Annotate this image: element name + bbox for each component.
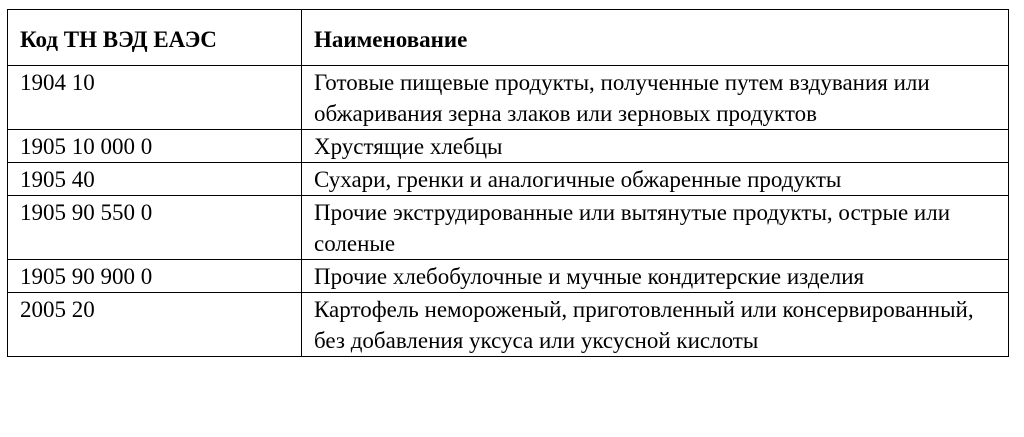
table-row	[8, 66, 1009, 130]
cell-name: Сухари, гренки и аналогичные обжаренные продукты	[302, 163, 1009, 196]
table-header-row	[8, 10, 1009, 66]
cell-code: 1905 90 550 0	[8, 196, 302, 260]
cell-code: 1905 90 900 0	[8, 260, 302, 293]
cell-name: Готовые пищевые продукты, полученные путем вздувания или обжаривания зерна злаков или зерновых продуктов	[302, 66, 1009, 130]
tnved-table	[7, 9, 1009, 357]
table-row	[8, 196, 1009, 260]
cell-code: 2005 20	[8, 293, 302, 357]
cell-name: Прочие экструдированные или вытянутые продукты, острые или соленые	[302, 196, 1009, 260]
table-row	[8, 130, 1009, 163]
table-row	[8, 163, 1009, 196]
cell-name: Прочие хлебобулочные и мучные кондитерские изделия	[302, 260, 1009, 293]
cell-name: Картофель немороженый, приготовленный или консервированный, без добавления уксуса или уксусной кислоты	[302, 293, 1009, 357]
cell-name: Хрустящие хлебцы	[302, 130, 1009, 163]
table-row	[8, 260, 1009, 293]
table-row	[8, 293, 1009, 357]
cell-code: 1904 10	[8, 66, 302, 130]
cell-code: 1905 10 000 0	[8, 130, 302, 163]
cell-code: 1905 40	[8, 163, 302, 196]
header-name: Наименование	[302, 10, 1009, 66]
header-code: Код ТН ВЭД ЕАЭС	[8, 10, 302, 66]
